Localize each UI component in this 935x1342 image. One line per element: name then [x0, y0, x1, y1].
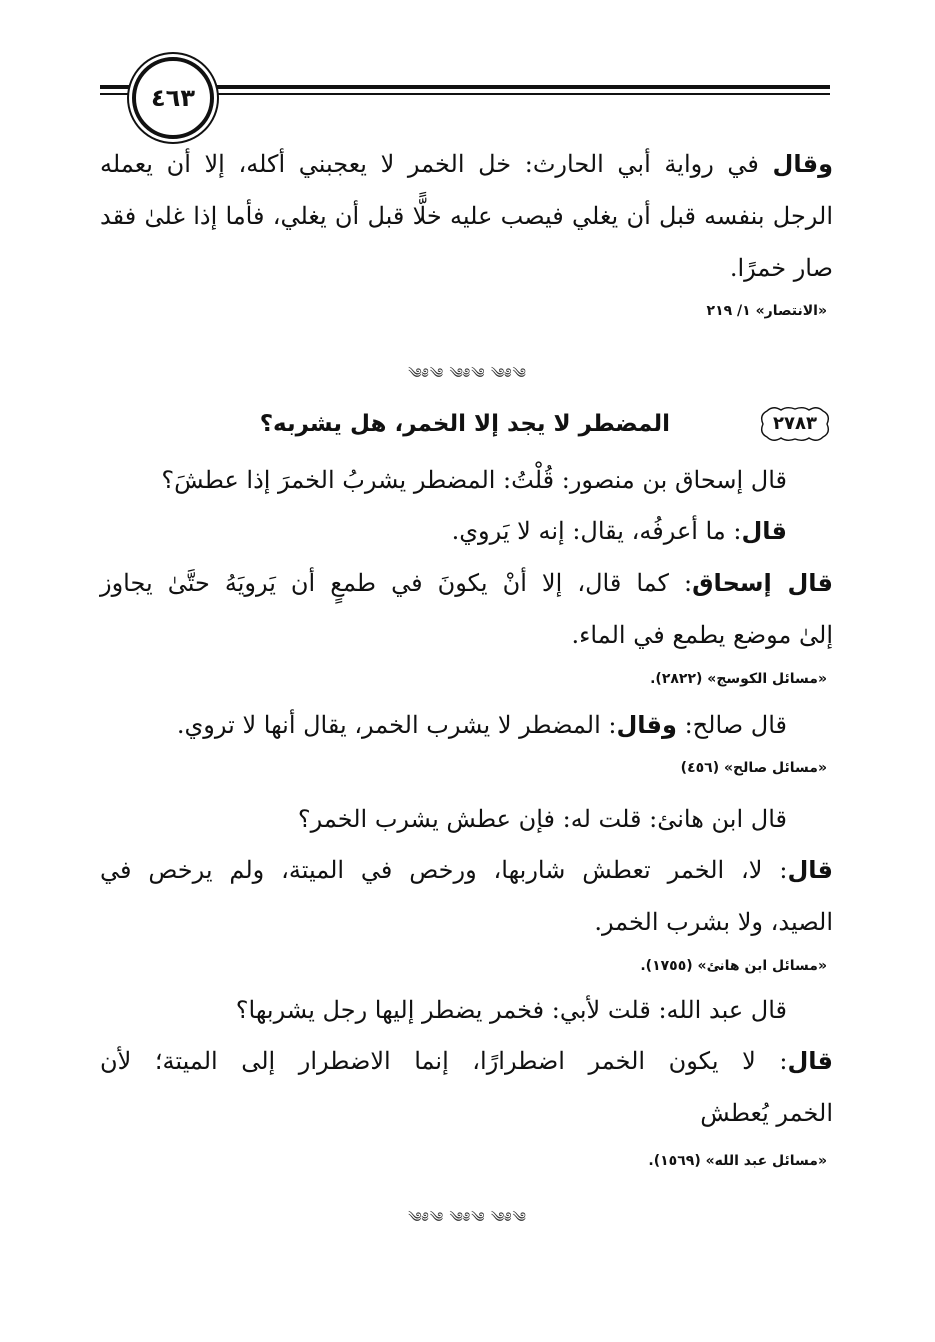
block1-line-2 [452, 519, 787, 543]
source-citation: «مسائل عبد الله» (١٥٦٩). [648, 1153, 827, 1169]
intro-text: في رواية أبي الحارث: خل الخمر لا يعجبني أكله، إلا أن يعمله [100, 150, 773, 178]
intro-line-3: صار خمرًا. [729, 254, 833, 282]
page-number-badge [132, 57, 214, 139]
speaker-label: قال إسحاق [692, 569, 834, 597]
block1-line-4: إلىٰ موضع يطمع في الماء. [571, 621, 833, 649]
block-text: قال صالح: [676, 711, 787, 739]
section-number-ornament [757, 405, 833, 443]
block-text: : ما أعرفُه، يقال: إنه لا يَروي. [451, 517, 742, 545]
speaker-label: قال [787, 856, 833, 884]
block-text: : المضطر لا يشرب الخمر، يقال أنها لا تروي. [176, 711, 617, 739]
speaker-label: وقال [772, 150, 833, 178]
ornament-divider: ༄༅༄ ༄༅༄ ༄༅༄ [408, 1210, 527, 1226]
block2-line-1 [177, 713, 787, 737]
block1-line-1: قال إسحاق بن منصور: قُلْتُ: المضطر يشربُ الخمرَ إذا عطشَ؟ [161, 466, 787, 494]
block3-line-3: الصيد، ولا بشرب الخمر. [594, 908, 833, 936]
source-citation: «مسائل ابن هانئ» (١٧٥٥). [640, 958, 827, 974]
source-citation: «الانتصار» ١/ ٢١٩ [706, 303, 827, 319]
block-text: : لا، الخمر تعطش شاربها، ورخص في الميتة، ولم يرخص في [100, 856, 788, 884]
intro-line-1 [100, 152, 833, 176]
section-title: المضطر لا يجد إلا الخمر، هل يشربه؟ [259, 411, 670, 437]
speaker-label: قال [787, 1047, 834, 1075]
page-number: ٤٦٣ [151, 84, 195, 112]
ornament-divider: ༄༅༄ ༄༅༄ ༄༅༄ [408, 366, 527, 382]
block4-line-3: الخمر يُعطش [700, 1099, 833, 1127]
block-text: : لا يكون الخمر اضطرارًا، إنما الاضطرار إلى الميتة؛ لأن [100, 1047, 788, 1075]
speaker-label: وقال [616, 711, 677, 739]
section-number: ٢٧٨٣ [773, 413, 817, 434]
block1-line-3 [100, 571, 833, 595]
speaker-label: قال [741, 517, 787, 545]
block3-line-1: قال ابن هانئ: قلت له: فإن عطش يشرب الخمر؟ [297, 805, 787, 833]
block4-line-1: قال عبد الله: قلت لأبي: فخمر يضطر إليها رجل يشربها؟ [235, 996, 787, 1024]
block3-line-2 [100, 858, 833, 882]
intro-line-2: الرجل بنفسه قبل أن يغلي فيصب عليه خلًّا قبل أن يغلي، فأما إذا غلىٰ فقد [100, 202, 833, 230]
block-text: : كما قال، إلا أنْ يكونَ في طمعٍ أن يَرويَهُ حتَّىٰ يجاوز [100, 569, 693, 597]
block4-line-2 [100, 1049, 833, 1073]
source-citation: «مسائل صالح» (٤٥٦) [680, 760, 827, 776]
source-citation: «مسائل الكوسج» (٢٨٢٢). [650, 671, 827, 687]
